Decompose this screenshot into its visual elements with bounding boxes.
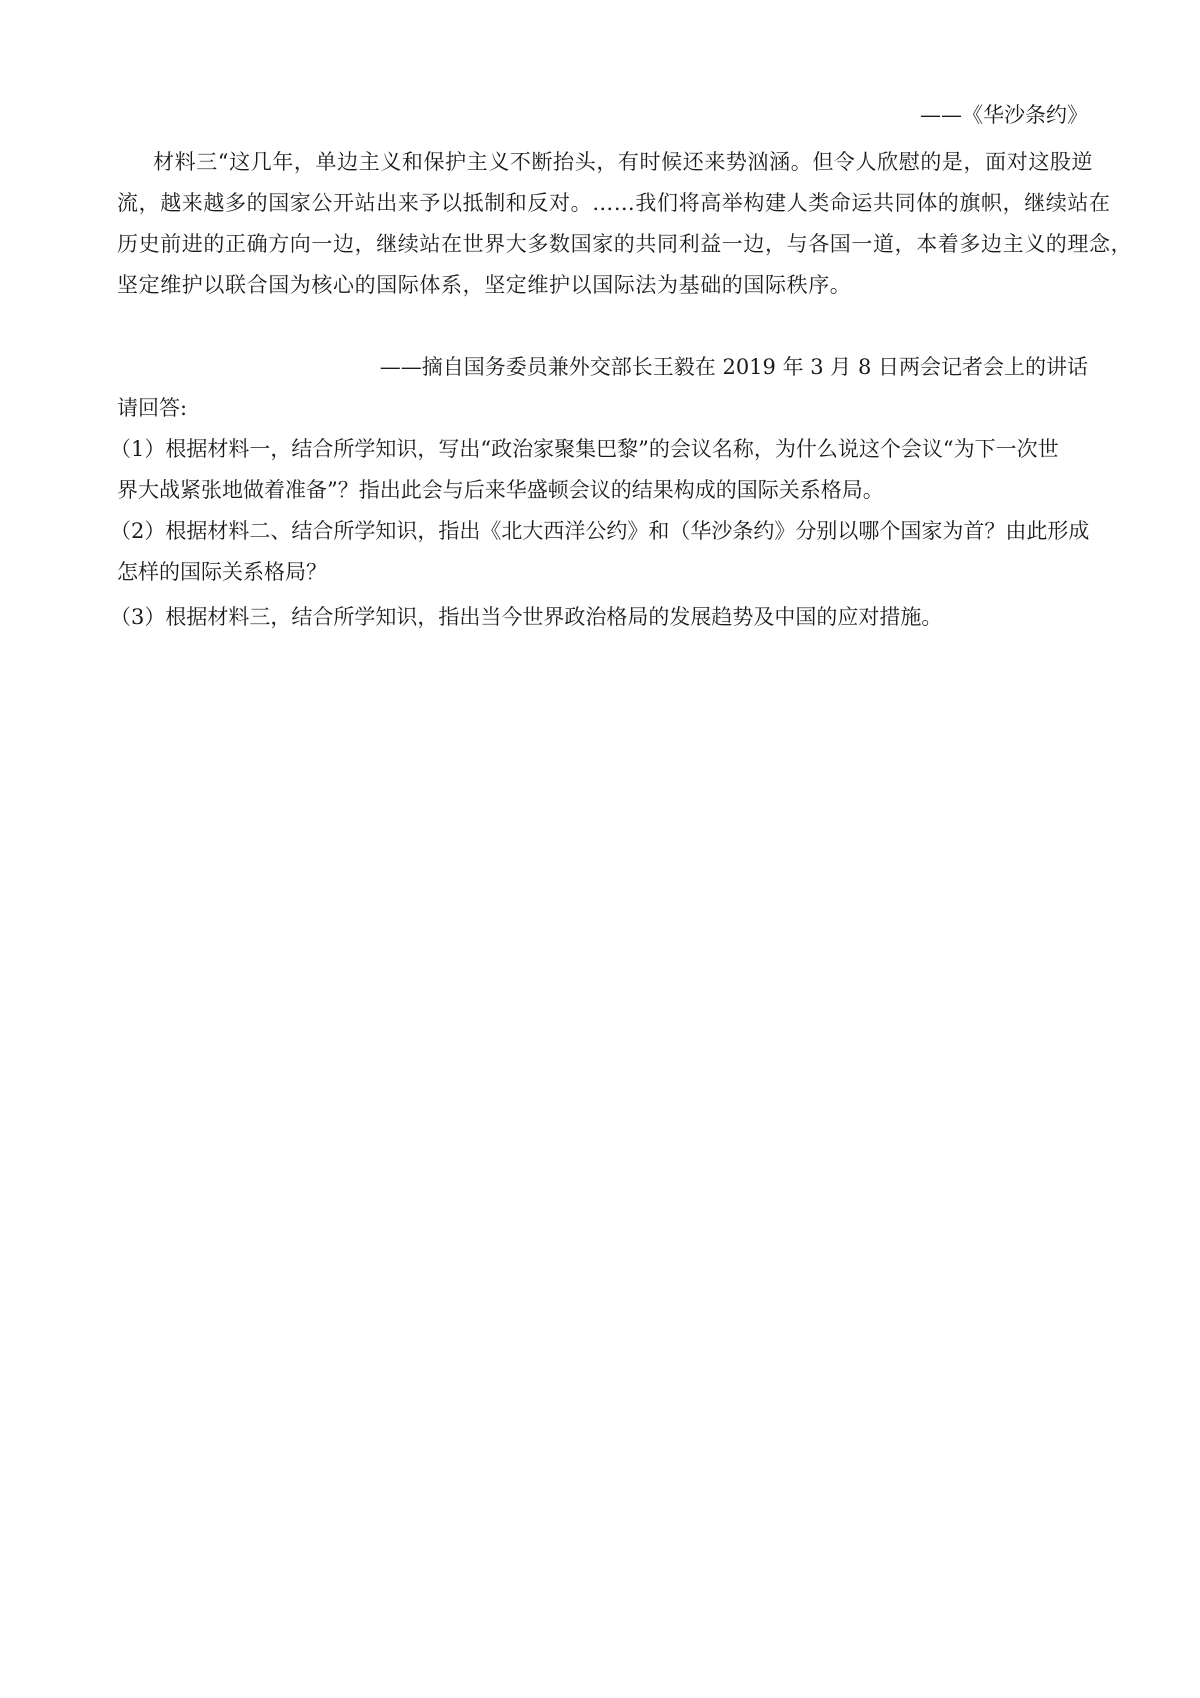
material3-line-2: 流，越来越多的国家公开站出来予以抵制和反对。……我们将高举构建人类命运共同体的旗帜，继续站在: [117, 191, 1111, 215]
source-citation-warsaw-pact: ——《华沙条约》: [920, 103, 1088, 127]
question-3-line-1: （3）根据材料三，结合所学知识，指出当今世界政治格局的发展趋势及中国的应对措施。: [110, 605, 943, 629]
question-1-line-2: 界大战紧张地做着准备”？指出此会与后来华盛顿会议的结果构成的国际关系格局。: [117, 478, 884, 502]
source-citation-wang-yi: ——摘自国务委员兼外交部长王毅在 2019 年 3 月 8 日两会记者会上的讲话: [379, 355, 1088, 379]
material3-line-4: 坚定维护以联合国为核心的国际体系，坚定维护以国际法为基础的国际秩序。: [117, 273, 852, 297]
material3-line-1: 材料三“这几年，单边主义和保护主义不断抬头，有时候还来势汹涵。但令人欣慰的是，面对这股逆: [153, 150, 1094, 174]
question-2-line-1: （2）根据材料二、结合所学知识，指出《北大西洋公约》和（华沙条约》分别以哪个国家为首？由此形成: [110, 519, 1090, 543]
question-2-line-2: 怎样的国际关系格局？: [117, 560, 327, 584]
material3-line-3: 历史前进的正确方向一边，继续站在世界大多数国家的共同利益一边，与各国一道，本着多边主义的理念，: [117, 232, 1133, 256]
answer-prompt: 请回答:: [117, 396, 188, 420]
question-1-line-1: （1）根据材料一，结合所学知识，写出“政治家聚集巴黎”的会议名称，为什么说这个会议“为下一次世: [110, 437, 1059, 461]
